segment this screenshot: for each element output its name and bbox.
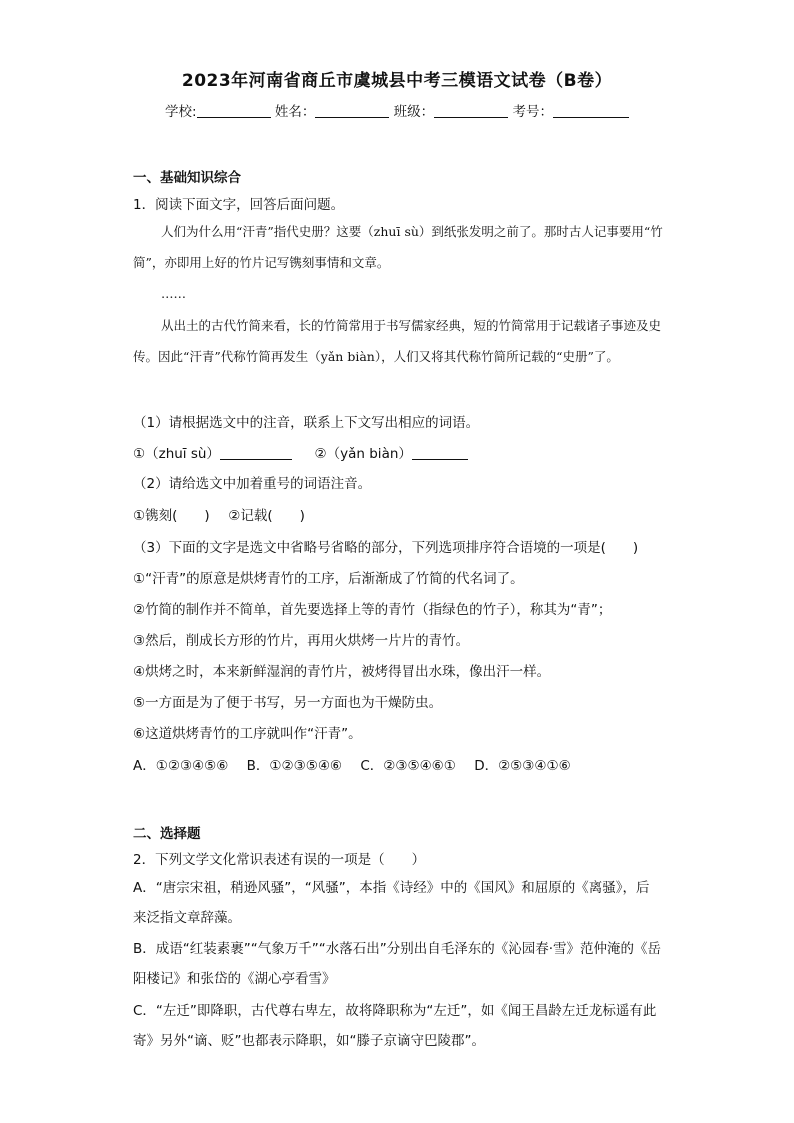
sub2-a: ①镌刻( ) [133, 508, 210, 524]
section1-title: 一、基础知识综合 [133, 170, 241, 186]
sentence-2: ②竹简的制作并不简单，首先要选择上等的青竹（指绿色的竹子），称其为“青”； [133, 602, 612, 618]
section2-title: 二、选择题 [133, 826, 201, 842]
passage-ellipsis: …… [161, 286, 186, 301]
q1-sub3: （3）下面的文字是选文中省略号省略的部分，下列选项排序符合语境的一项是( ) [133, 540, 639, 556]
option-a[interactable]: A．①②③④⑤⑥ [133, 758, 229, 774]
q1-options [133, 754, 585, 774]
student-info-row [0, 100, 794, 120]
sub1-a-label: ①（zhuī sù） [133, 446, 220, 462]
school-label: 学校: [165, 104, 197, 120]
q1-sub2: （2）请给选文中加着重号的词语注音。 [133, 476, 372, 492]
q2-option-a[interactable]: A．“唐宗宋祖，稍逊风骚”，“风骚”，本指《诗经》中的《国风》和屈原的《离骚》，后来泛指文章辞藻。 [133, 880, 650, 926]
class-blank[interactable] [434, 103, 508, 118]
q1-stem: 1．阅读下面文字，回答后面问题。 [133, 197, 345, 213]
class-label: 班级： [393, 104, 435, 120]
sentence-6: ⑥这道烘烤青竹的工序就叫作“汗青”。 [133, 726, 362, 742]
sub1-a-blank[interactable] [220, 445, 292, 460]
sub1-b-label: ②（yǎn biàn） [314, 446, 412, 462]
exam-no-label: 考号： [512, 104, 553, 120]
passage-para1: 人们为什么用“汗青”指代史册？这要（zhuī sù）到纸张发明之前了。那时古人记事要用“竹简”，亦即用上好的竹片记写镌刻事情和文章。 [133, 224, 663, 270]
exam-no-blank[interactable] [553, 103, 629, 118]
sub1-b-blank[interactable] [412, 445, 468, 460]
sentence-4: ④烘烤之时，本来新鲜湿润的青竹片，被烤得冒出水珠，像出汗一样。 [133, 664, 551, 680]
name-blank[interactable] [315, 103, 389, 118]
sentence-3: ③然后，削成长方形的竹片，再用火烘烤一片片的青竹。 [133, 633, 470, 649]
option-d[interactable]: D．②⑤③④①⑥ [474, 758, 571, 774]
q1-sub2-answers [133, 504, 305, 524]
option-c[interactable]: C．②③⑤④⑥① [360, 758, 456, 774]
q2-option-b[interactable]: B．成语“红装素裹”“气象万千”“水落石出”分别出自毛泽东的《沁园春·雪》范仲淹的《岳阳楼记》和张岱的《湖心亭看雪》 [133, 941, 662, 987]
q2-option-c[interactable]: C．“左迁”即降职，古代尊右卑左，故将降职称为“左迁”，如《闻王昌龄左迁龙标遥有此寄》另外“谪、贬”也都表示降职，如“滕子京谪守巴陵郡”。 [133, 1003, 657, 1049]
q2-stem: 2．下列文学文化常识表述有误的一项是（ ） [133, 852, 426, 868]
sentence-5: ⑤一方面是为了便于书写，另一方面也为干燥防虫。 [133, 695, 443, 711]
passage-para2: 从出土的古代竹简来看，长的竹简常用于书写儒家经典，短的竹简常用于记载诸子事迹及史传。因此“汗青”代称竹简再发生（yǎn biàn），人们又将其代称竹简所记载的“史册”了。 [133, 318, 662, 364]
option-b[interactable]: B．①②③⑤④⑥ [246, 758, 343, 774]
school-blank[interactable] [197, 103, 271, 118]
q1-sub1: （1）请根据选文中的注音，联系上下文写出相应的词语。 [133, 415, 480, 431]
exam-title: 2023年河南省商丘市虞城县中考三模语文试卷（B卷） [181, 71, 613, 91]
sentence-1: ①“汗青”的原意是烘烤青竹的工序，后渐渐成了竹简的代名词了。 [133, 571, 524, 587]
sub2-b: ②记载( ) [228, 508, 305, 524]
q1-sub1-answers [133, 442, 468, 462]
name-label: 姓名： [274, 104, 316, 120]
